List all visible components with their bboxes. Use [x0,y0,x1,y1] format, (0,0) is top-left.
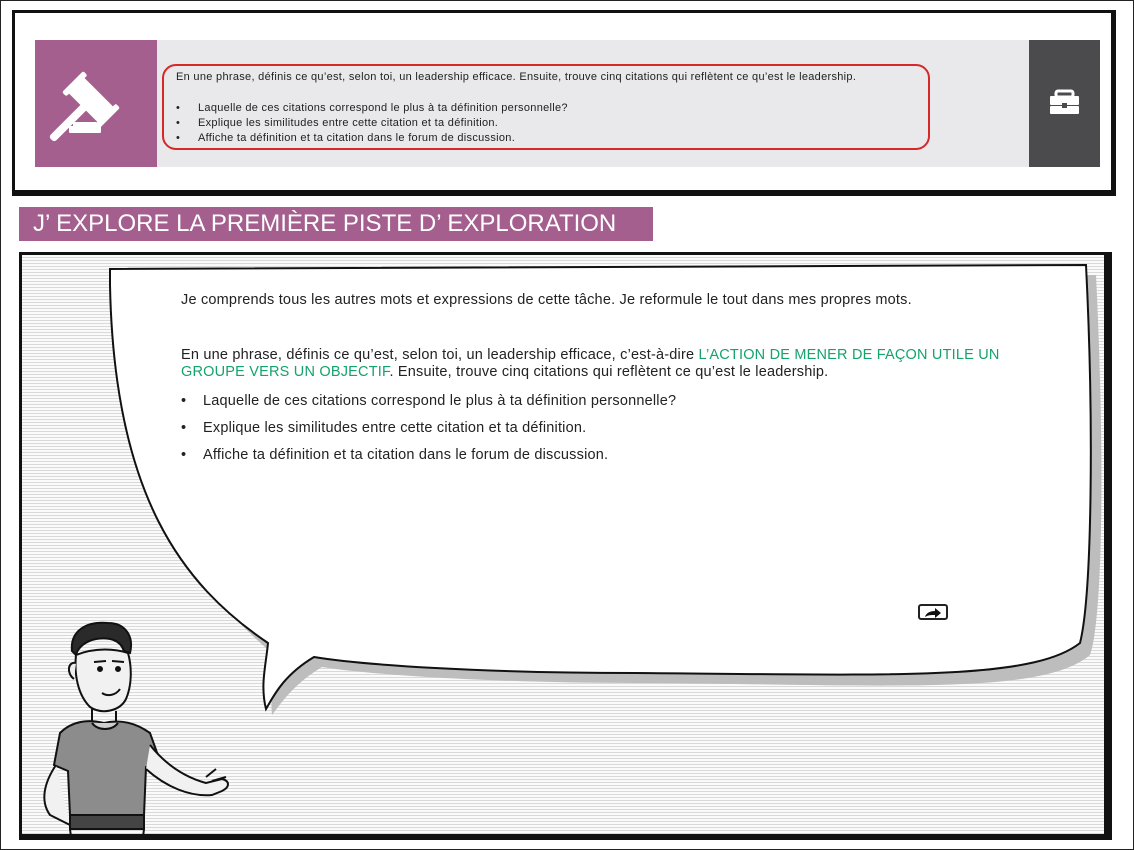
bubble-bullet: • Laquelle de ces citations correspond le plus à ta définition personnelle? [181,393,1001,420]
instruction-bullet: • Laquelle de ces citations correspond le plus à ta définition personnelle? [176,101,568,116]
next-arrow-icon [920,607,946,619]
instruction-bullet: • Affiche ta définition et ta citation dans le forum de discussion. [176,131,568,146]
instruction-bullet: • Explique les similitudes entre cette citation et ta définition. [176,116,568,131]
instruction-bullets [176,101,568,146]
instruction-text: En une phrase, définis ce qu’est, selon toi, un leadership efficace. Ensuite, trouve cinq citations qui reflètent ce qu’est le leadership. [176,71,857,83]
next-button[interactable] [918,604,948,620]
bubble-paragraph-start: En une phrase, définis ce qu’est, selon toi, un leadership efficace, c’est-à-dire [181,347,699,363]
bubble-bullet: • Affiche ta définition et ta citation dans le forum de discussion. [181,447,1001,474]
gavel-icon [35,40,157,167]
briefcase-icon [1029,40,1100,167]
instruction-box [162,64,930,150]
gavel-tile [35,40,157,167]
bubble-bullets [181,393,1001,474]
bubble-content [181,292,1001,474]
bubble-intro: Je comprends tous les autres mots et expressions de cette tâche. Je reformule le tout dans mes propres mots. [181,292,912,308]
bubble-paragraph-end: . Ensuite, trouve cinq citations qui reflètent ce qu’est le leadership. [389,364,829,380]
bubble-bullet: • Explique les similitudes entre cette citation et ta définition. [181,420,1001,447]
cartoon-character [19,615,236,840]
section-title: J’ EXPLORE LA PREMIÈRE PISTE D’ EXPLORATION [19,207,653,241]
bubble-highlight: L’ACTION DE MENER DE FAÇON UTILE UN GROUPE VERS UN OBJECTIF [181,347,1000,380]
briefcase-tile [1029,40,1100,167]
bubble-paragraph [181,347,1001,381]
